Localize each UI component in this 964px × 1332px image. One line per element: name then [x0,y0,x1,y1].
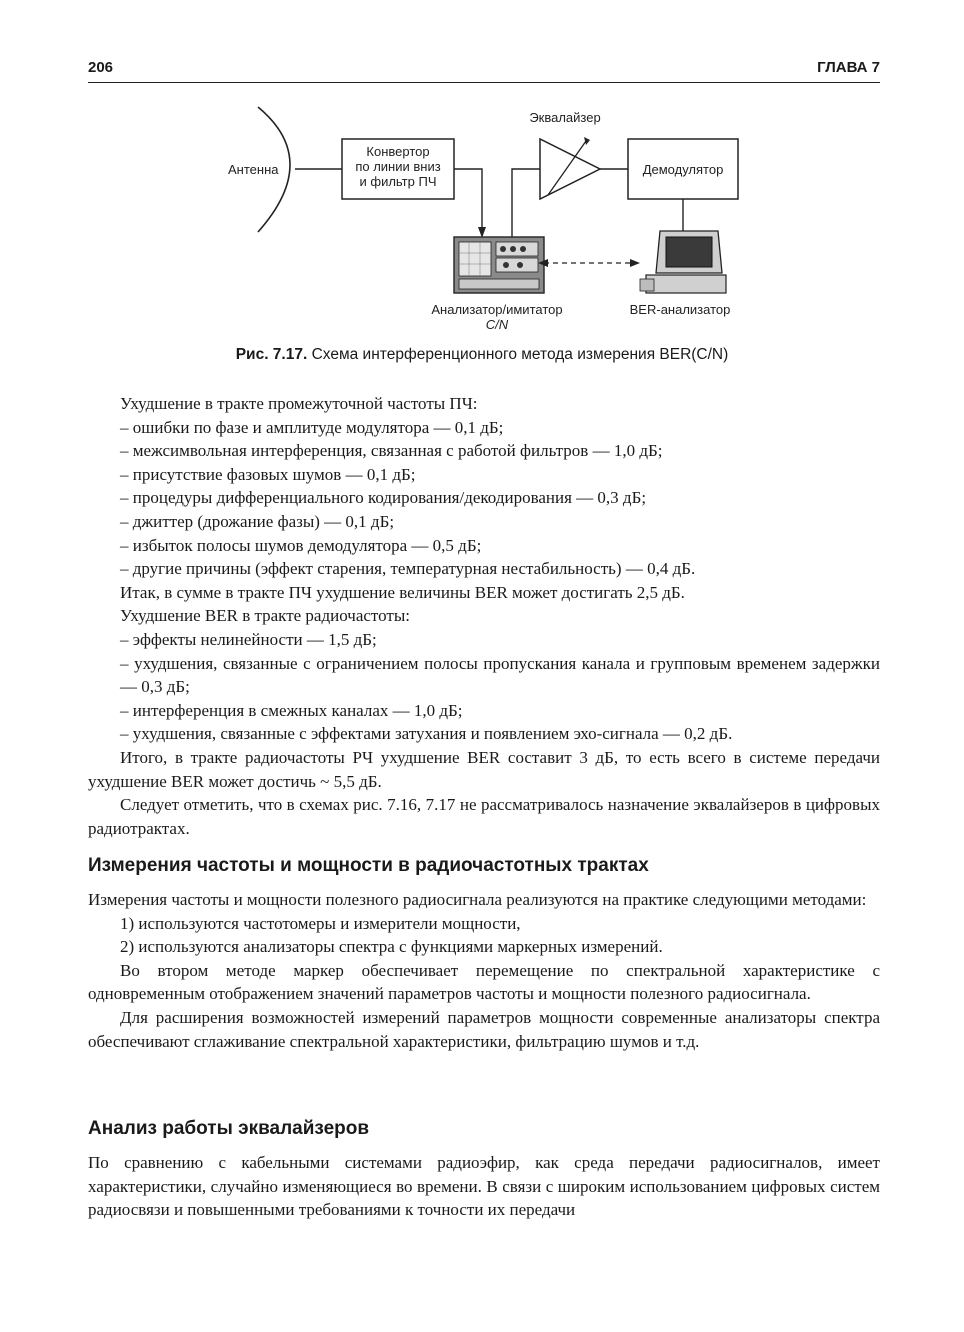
ber-analyzer-label: BER-анализатор [629,302,731,317]
section-measurements-text [88,888,880,1053]
equalizers-para-1: По сравнению с кабельными системами радиоэфир, как среда передачи радиосигналов, имеет характеристики, случайно изменяющиеся во времени. В связи с широким использованием цифровых систем радиосвязи и повышенными требованиями к точности их передачи [88,1153,880,1220]
if-item-7: – другие причины (эффект старения, температурная нестабильность) — 0,4 дБ. [120,559,696,579]
measurements-para-1: Измерения частоты и мощности полезного радиосигнала реализуются на практике следующими методами: [88,890,867,909]
if-total: Итак, в сумме в тракте ПЧ ухудшение величины BER может достигать 2,5 дБ. [120,582,685,602]
chapter-label: ГЛАВА 7 [817,59,880,76]
section-heading-measurements: Измерения частоты и мощности в радиочастотных трактах [88,855,649,876]
section-heading-equalizers: Анализ работы эквалайзеров [88,1118,370,1139]
if-item-3: – присутствие фазовых шумов — 0,1 дБ; [120,464,416,484]
rf-intro: Ухудшение BER в тракте радиочастоты: [120,606,410,626]
analyzer-label-2: C/N [485,317,509,332]
equalizer-note: Следует отметить, что в схемах рис. 7.16, 7.17 не рассматривалось назначение эквалайзеров в цифровых радиотрактах. [88,795,880,838]
running-header [88,56,880,83]
converter-label-2: по линии вниз [355,159,441,174]
equalizer-label: Эквалайзер [529,110,601,125]
figure-caption [0,346,964,364]
caption-text: Схема интерференционного метода измерения BER(C/N) [307,346,729,363]
measurements-para-3: Для расширения возможностей измерений параметров мощности современные анализаторы спектра обеспечивают сглаживание спектральной характеристики, фильтрацию шумов и т.д. [88,1007,880,1051]
analyzer-instrument-icon [454,237,544,293]
arrow-right-icon [630,259,640,267]
section-equalizers-text [88,1151,880,1222]
degradation-text [88,392,880,840]
converter-label-1: Конвертор [366,144,430,159]
method-1: 1) используются частотомеры и измерители мощности, [120,913,521,933]
caption-number: Рис. 7.17. [235,346,308,363]
rf-total: Итого, в тракте радиочастоты РЧ ухудшение BER составит 3 дБ, то есть всего в системе передачи ухудшение BER может достичь ~ 5,5 дБ. [88,747,880,791]
analyzer-label-1: Анализатор/имитатор [431,302,563,317]
converter-to-analyzer-line [454,169,482,235]
block-diagram [0,95,964,345]
page-number: 206 [88,59,114,76]
if-item-6: – избыток полосы шумов демодулятора — 0,5 дБ; [120,535,482,555]
equalizer-arrow-icon [584,137,590,145]
analyzer-to-equalizer-line [512,169,540,239]
if-intro: Ухудшение в тракте промежуточной частоты ПЧ: [120,394,478,413]
figure-7-17 [0,95,964,345]
rf-item-4: – ухудшения, связанные с эффектами затухания и появлением эхо-сигнала — 0,2 дБ. [120,724,733,744]
antenna-label: Антенна [228,162,279,177]
if-item-4: – процедуры дифференциального кодирования/декодирования — 0,3 дБ; [120,488,647,508]
computer-monitor-icon [640,231,726,293]
if-item-2: – межсимвольная интерференция, связанная с работой фильтров — 1,0 дБ; [120,441,663,461]
rf-item-1: – эффекты нелинейности — 1,5 дБ; [120,629,377,649]
equalizer-triangle-icon [540,139,600,199]
rf-item-2: – ухудшения, связанные с ограничением полосы пропускания канала и групповым временем задержки — 0,3 дБ; [120,653,880,697]
if-item-5: – джиттер (дрожание фазы) — 0,1 дБ; [120,511,395,531]
if-item-1: – ошибки по фазе и амплитуде модулятора — 0,1 дБ; [120,417,504,437]
converter-label-3: и фильтр ПЧ [359,174,437,189]
rf-item-3: – интерференция в смежных каналах — 1,0 дБ; [120,700,463,720]
method-2: 2) используются анализаторы спектра с функциями маркерных измерений. [120,937,663,957]
demodulator-label: Демодулятор [642,162,724,177]
measurements-para-2: Во втором методе маркер обеспечивает перемещение по спектральной характеристике с одновременным отображением значений параметров частоты и мощности полезного радиосигнала. [88,960,880,1004]
